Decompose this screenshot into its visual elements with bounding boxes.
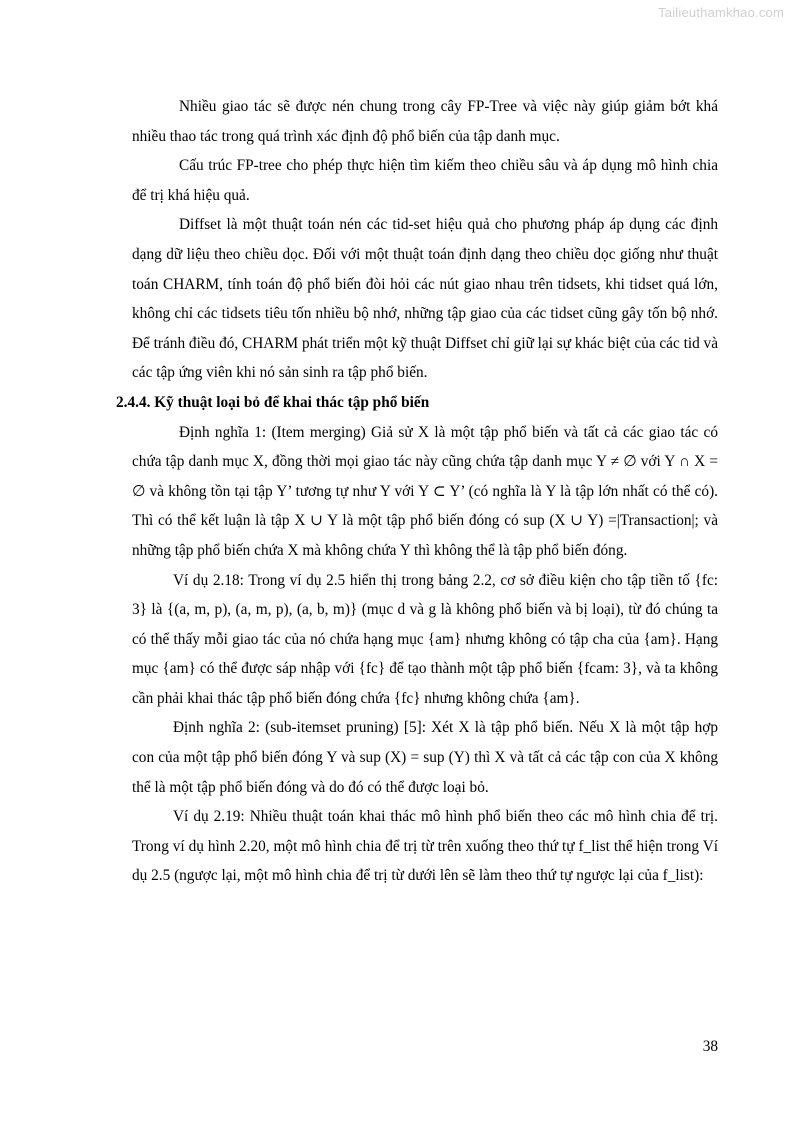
paragraph-diffset: Diffset là một thuật toán nén các tid-set hiệu quả cho phương pháp áp dụng các định dạng dữ liệu theo chiều dọc. Đối với một thuật toán định dạng theo chiều dọc giống như thuật toán CHARM, tính toán độ phổ biến đòi hỏi các nút giao nhau trên tidsets, khi tidset quá lớn, không chỉ các tidsets tiêu tốn nhiều bộ nhớ, những tập giao của các tidset cũng gây tốn bộ nhớ. Để tránh điều đó, CHARM phát triển một kỹ thuật Diffset chỉ giữ lại sự khác biệt của các tid và các tập ứng viên khi nó sản sinh ra tập phổ biến.	[132, 216, 718, 382]
paragraph-definition-1: Định nghĩa 1: (Item merging) Giả sử X là một tập phổ biến và tất cả các giao tác có chứa tập danh mục X, đồng thời mọi giao tác này cũng chứa tập danh mục Y ≠ ∅ với Y ∩ X = ∅ và không tồn tại tập Y’ tương tự như Y với Y ⊂ Y’ (có nghĩa là Y là tập lớn nhất có thể có). Thì có thể kết luận là tập X ∪ Y là một tập phổ biến đóng có sup (X ∪ Y) =|Transaction|; và những tập phổ biến chứa X mà không chứa Y thì không thể là tập phổ biến đóng.	[132, 423, 718, 559]
section-heading: 2.4.4. Kỹ thuật loại bỏ để khai thác tập phổ biến	[116, 393, 430, 411]
body-text	[116, 92, 718, 891]
paragraph-example-2-18: Ví dụ 2.18: Trong ví dụ 2.5 hiển thị trong bảng 2.2, cơ sở điều kiện cho tập tiền tố {fc: 3} là {(a, m, p), (a, m, p), (a, b, m)} (mục d và g là không phổ biến và bị loại), từ đó chúng ta có thể thấy mỗi giao tác của nó chứa hạng mục {am} nhưng không có tập cha của {am}. Hạng mục {am} có thể được sáp nhập với {fc} để tạo thành một tập phổ biến {fcam: 3}, và ta không cần phải khai thác tập phổ biến đóng chứa {fc} nhưng không chứa {am}.	[132, 571, 718, 707]
paragraph-fp-tree-compression: Nhiều giao tác sẽ được nén chung trong cây FP-Tree và việc này giúp giảm bớt khá nhiều thao tác trong quá trình xác định độ phổ biến của tập danh mục.	[132, 98, 718, 145]
paragraph-definition-2: Định nghĩa 2: (sub-itemset pruning) [5]: Xét X là tập phổ biến. Nếu X là một tập hợp con của một tập phổ biến đóng Y và sup (X) = sup (Y) thì X và tất cả các tập con của X không thể là một tập phổ biến đóng và do đó có thể được loại bỏ.	[132, 719, 718, 796]
paragraph-example-2-19: Ví dụ 2.19: Nhiều thuật toán khai thác mô hình phổ biến theo các mô hình chia để trị. Trong ví dụ hình 2.20, một mô hình chia để trị từ trên xuống theo thứ tự f_list thể hiện trong Ví dụ 2.5 (ngược lại, một mô hình chia để trị từ dưới lên sẽ làm theo thứ tự ngược lại của f_list):	[132, 808, 718, 885]
page-number: 38	[702, 1038, 718, 1055]
paragraph-fp-tree-structure: Cấu trúc FP-tree cho phép thực hiện tìm kiếm theo chiều sâu và áp dụng mô hình chia để trị khá hiệu quả.	[132, 157, 718, 204]
watermark: Tailieuthamkhao.com	[658, 5, 784, 20]
